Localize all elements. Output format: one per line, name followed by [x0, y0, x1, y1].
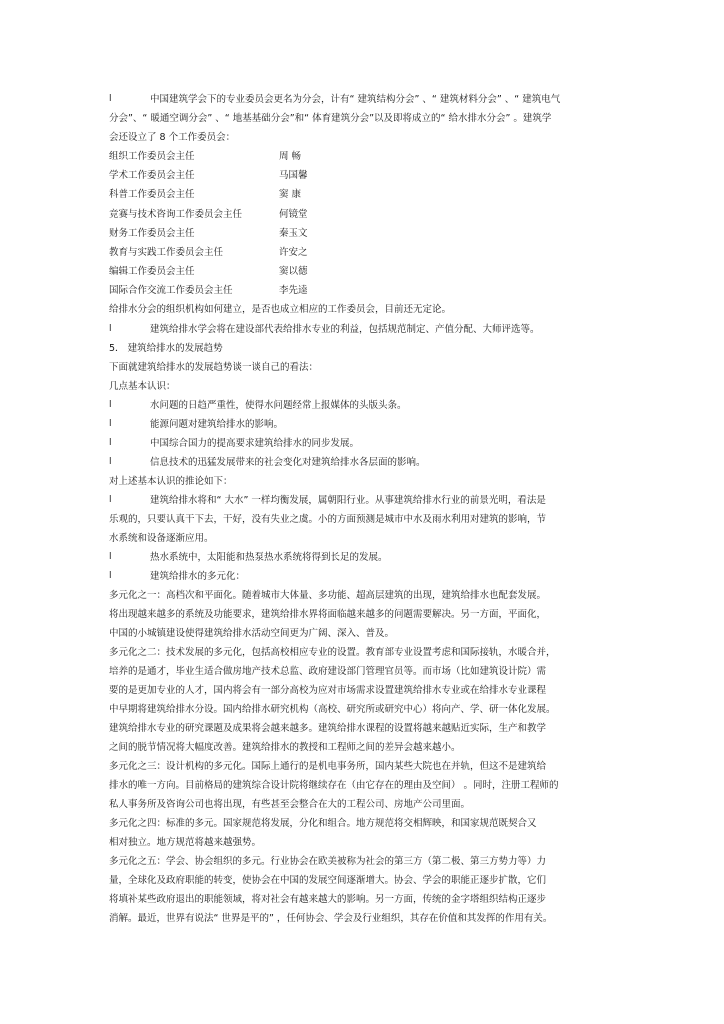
committee-role: 编辑工作委员会主任 — [109, 266, 195, 277]
bullet-marker: l — [109, 324, 112, 334]
committee-role: 教育与实践工作委员会主任 — [109, 247, 224, 258]
diversity-line: 要的是更加专业的人才，国内将会有一部分高校为应对市场需求设置建筑给排水专业或在给排水专业课程 — [109, 685, 547, 696]
diversity-line: 中国的小城镇建设使得建筑给排水活动空间更为广阔、深入、普及。 — [109, 628, 395, 639]
inference-line: 热水系统中，太阳能和热泵热水系统将得到长足的发展。 — [150, 552, 388, 563]
inference-line: 水系统和设备逐渐应用。 — [109, 533, 214, 544]
diversity-line: 多元化之三：设计机构的多元化。国际上通行的是机电事务所，国内某些大院也在并轨，但这不是建筑给 — [109, 761, 547, 772]
committee-role: 财务工作委员会主任 — [109, 228, 195, 239]
committee-person: 何镜堂 — [279, 209, 308, 220]
committee-person: 马国馨 — [279, 170, 308, 181]
committee-person: 周 畅 — [279, 151, 302, 162]
committee-person: 李先逵 — [279, 285, 308, 296]
committee-role: 国际合作交流工作委员会主任 — [109, 285, 233, 296]
bullet-marker: l — [109, 552, 112, 562]
diversity-line: 私人事务所及咨询公司也将出现，有些甚至会整合在大的工程公司、房地产公司里面。 — [109, 799, 471, 810]
intro-line-3: 会还设立了 8 个工作委员会： — [109, 132, 236, 143]
represent-text: 建筑给排水学会将在建设部代表给排水专业的利益，包括规范制定、产值分配、大师评选等。 — [150, 324, 540, 335]
diversity-line: 排水的唯一方向。目前格局的建筑综合设计院将继续存在（由它存在的理由及空间） 。同时，注册工程师的 — [109, 780, 559, 791]
diversity-line: 将填补某些政府退出的职能领域，将对社会有越来越大的影响。另一方面，传统的金字塔组织结构正逐步 — [109, 894, 547, 905]
committee-role: 组织工作委员会主任 — [109, 151, 195, 162]
committee-role: 学术工作委员会主任 — [109, 170, 195, 181]
inference-line: 建筑给排水的多元化： — [150, 571, 246, 582]
committee-person: 窦 康 — [279, 189, 302, 200]
point-item: 信息技术的迅猛发展带来的社会变化对建筑给排水各层面的影响。 — [150, 457, 426, 468]
committee-role: 竞赛与技术咨询工作委员会主任 — [109, 209, 243, 220]
basic-heading: 几点基本认识： — [109, 381, 176, 392]
diversity-line: 中早期将建筑给排水分设。国内给排水研究机构（高校、研究所或研究中心）将向产、学、研一体化发展。 — [109, 704, 556, 715]
diversity-line: 建筑给排水专业的研究课题及成果将会越来越多。建筑给排水课程的设置将越来越贴近实际，生产和教学 — [109, 723, 547, 734]
bullet-marker: l — [109, 400, 112, 410]
intro-line-1: 中国建筑学会下的专业委员会更名为分会，计有“ 建筑结构分会” 、“ 建筑材料分会” 、“ 建筑电气 — [150, 94, 561, 105]
bullet-marker: l — [109, 438, 112, 448]
bullet-marker: l — [109, 457, 112, 467]
diversity-line: 相对独立。地方规范将越来越强势。 — [109, 837, 262, 848]
org-note: 给排水分会的组织机构如何建立，是否也成立相应的工作委员会，目前还无定论。 — [109, 304, 452, 315]
committee-person: 秦玉文 — [279, 228, 308, 239]
bullet-marker: l — [109, 94, 112, 104]
bullet-marker: l — [109, 571, 112, 581]
intro-line-2: 分会”、“ 暖通空调分会” 、“ 地基基础分会”和“ 体育建筑分会”以及即将成立的“ 给水排水分会” 。建筑学 — [109, 113, 552, 124]
committee-role: 科普工作委员会主任 — [109, 189, 195, 200]
diversity-line: 培养的是通才，毕业生适合做房地产技术总监、政府建设部门管理官员等。而市场（比如建筑设计院）需 — [109, 666, 547, 677]
diversity-line: 之间的脱节情况将大幅度改善。建筑给排水的教授和工程师之间的差异会越来越小。 — [109, 742, 461, 753]
section-intro: 下面就建筑给排水的发展趋势谈一谈自己的看法： — [109, 362, 319, 373]
inference-line: 乐观的，只要认真干下去，干好，没有失业之虞。小的方面预测是城市中水及雨水利用对建筑的影响，节 — [109, 514, 547, 525]
bullet-marker: l — [109, 419, 112, 429]
point-item: 中国综合国力的提高要求建筑给排水的同步发展。 — [150, 438, 360, 449]
diversity-line: 多元化之一：高档次和平面化。随着城市大体量、多功能、超高层建筑的出现，建筑给排水也配套发展。 — [109, 590, 547, 601]
diversity-line: 多元化之四：标准的多元。国家规范将发展，分化和组合。地方规范将交相辉映，和国家规范既契合又 — [109, 818, 537, 829]
diversity-line: 量，全球化及政府职能的转变，使协会在中国的发展空间逐渐增大。协会、学会的职能正逐步扩散，它们 — [109, 875, 547, 886]
diversity-line: 将出现越来越多的系统及功能要求，建筑给排水界将面临越来越多的问题需要解决。另一方面，平面化， — [109, 609, 547, 620]
point-item: 能源问题对建筑给排水的影响。 — [150, 419, 284, 430]
point-item: 水问题的日趋严重性，使得水问题经常上报媒体的头版头条。 — [150, 400, 407, 411]
inference-line: 建筑给排水将和“ 大水” 一样均衡发展，属朝阳行业。从事建筑给排水行业的前景光明，看法是 — [150, 495, 546, 506]
bullet-marker: l — [109, 495, 112, 505]
committee-person: 许安之 — [279, 247, 308, 258]
inference-heading: 对上述基本认识的推论如下： — [109, 476, 233, 487]
diversity-line: 多元化之二：技术发展的多元化，包括高校相应专业的设置。教育部专业设置考虑和国际接轨，水暖合并， — [109, 647, 556, 658]
diversity-line: 消解。最近，世界有说法“ 世界是平的” ，任何协会、学会及行业组织，其存在价值和其发挥的作用有关。 — [109, 913, 553, 924]
committee-person: 窦以德 — [279, 266, 308, 277]
diversity-line: 多元化之五：学会、协会组织的多元。行业协会在欧美被称为社会的第三方（第二极、第三方势力等）力 — [109, 856, 547, 867]
section-heading: 5． 建筑给排水的发展趋势 — [109, 343, 223, 354]
